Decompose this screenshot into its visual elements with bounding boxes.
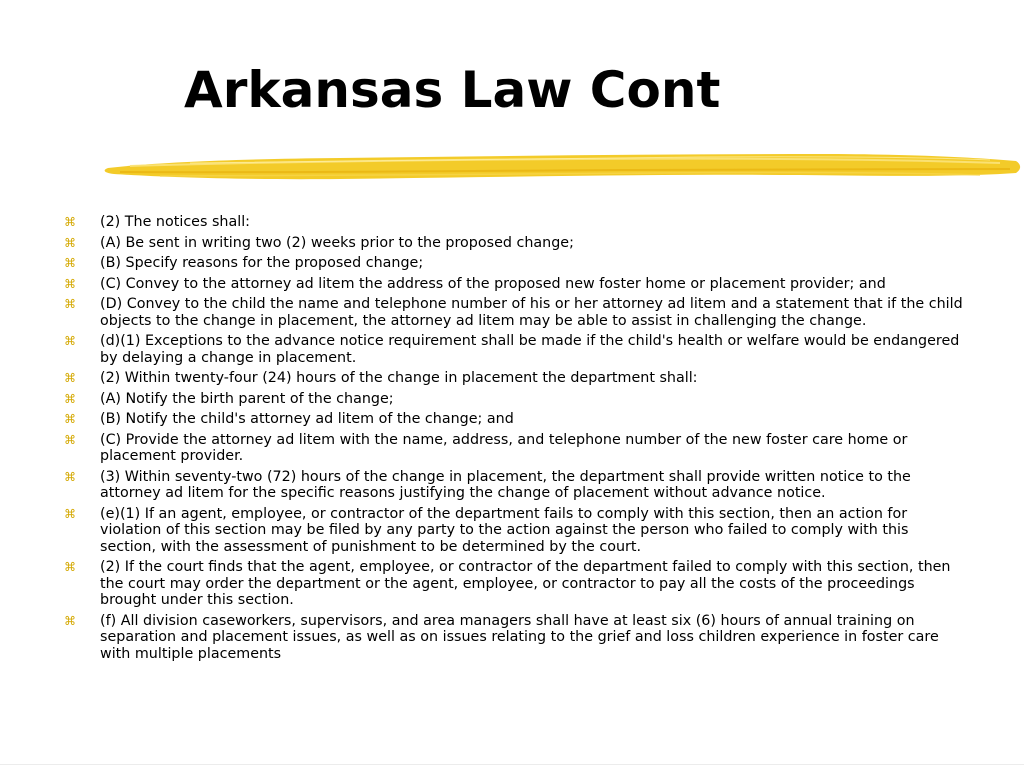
command-key-icon: ⌘ [64,560,76,574]
command-key-icon: ⌘ [64,371,76,385]
bullet-text: (A) Notify the birth parent of the change; [100,390,394,407]
bullet-item [64,370,964,387]
command-key-icon: ⌘ [64,235,76,250]
command-key-icon: ⌘ [64,297,76,311]
bullet-item [64,296,964,329]
bullet-item [64,333,964,366]
bullet-item [64,276,964,293]
bottom-divider [0,764,1024,765]
bullet-item [64,411,964,428]
command-key-icon: ⌘ [64,391,76,406]
bullet-text: (3) Within seventy-two (72) hours of the change in placement, the department shall provide written notice to the attorney ad litem for the specific reasons justifying the change of placement without advance notice. [100,468,911,501]
command-key-icon: ⌘ [64,256,76,270]
bullet-text: (2) The notices shall: [100,214,250,230]
bullet-item [64,235,964,252]
command-key-icon: ⌘ [64,506,76,521]
bullet-item [64,506,964,556]
bullet-text: (2) If the court finds that the agent, employee, or contractor of the department failed to comply with this section, then the court may order the department or the agent, employee, or contractor to pay all the costs of the proceedings brought under this section. [100,559,951,608]
bullet-text: (C) Convey to the attorney ad litem the address of the proposed new foster home or placement provider; and [100,275,886,292]
bullet-text: (e)(1) If an agent, employee, or contractor of the department fails to comply with this section, then an action for violation of this section may be filed by any party to the action against the person who failed to comply with this section, with the assessment of punishment to be determined by the court. [100,505,909,555]
bullet-item [64,214,964,231]
command-key-icon: ⌘ [64,215,76,229]
bullet-item [64,255,964,272]
bullet-text: (B) Notify the child's attorney ad litem of the change; and [100,411,514,427]
bullet-item [64,613,964,663]
bullet-text: (2) Within twenty-four (24) hours of the change in placement the department shall: [100,370,698,386]
highlighter-stroke [100,146,1024,188]
bullet-text: (B) Specify reasons for the proposed change; [100,255,424,271]
command-key-icon: ⌘ [64,432,76,447]
command-key-icon: ⌘ [64,469,76,484]
slide-title: Arkansas Law Cont [184,61,721,119]
bullet-text: (C) Provide the attorney ad litem with the name, address, and telephone number of the new foster care home or placement provider. [100,431,908,464]
bullet-text: (f) All division caseworkers, supervisors, and area managers shall have at least six (6) hours of annual training on separation and placement issues, as well as on issues relating to the grief and loss children experience in foster care with multiple placements [100,612,939,662]
bullet-item [64,559,964,609]
command-key-icon: ⌘ [64,334,76,348]
bullet-text: (D) Convey to the child the name and telephone number of his or her attorney ad litem and a statement that if the child objects to the change in placement, the attorney ad litem may be able to assist in challenging the change. [100,296,963,329]
bullet-text: (d)(1) Exceptions to the advance notice requirement shall be made if the child's health or welfare would be endangered by delaying a change in placement. [100,333,960,366]
bullet-item [64,432,964,465]
bullet-item [64,469,964,502]
bullet-item [64,391,964,408]
command-key-icon: ⌘ [64,276,76,291]
bullet-list [64,214,964,666]
command-key-icon: ⌘ [64,412,76,426]
bullet-text: (A) Be sent in writing two (2) weeks prior to the proposed change; [100,234,574,251]
command-key-icon: ⌘ [64,613,76,628]
